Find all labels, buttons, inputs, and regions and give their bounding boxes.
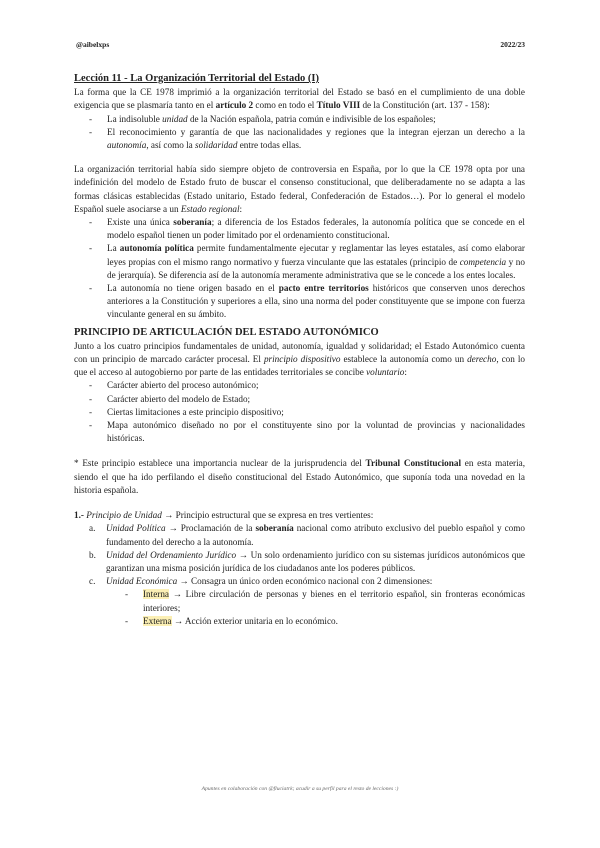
highlighted-term: Externa — [143, 615, 172, 626]
list-item: - Carácter abierto del proceso autonómico; — [107, 379, 525, 392]
intro-list — [74, 113, 525, 153]
document-body — [74, 72, 525, 628]
list-item: - Externa → Acción exterior unitaria en lo económico. — [143, 615, 525, 628]
list-item: - Ciertas limitaciones a este principio dispositivo; — [107, 406, 525, 419]
list-item: - La autonomía no tiene origen basado en el pacto entre territorios históricos que conserven unos derechos anteriores a la Constitución y superiores a ella, sino una norma del poder constituyente que se impone con fuerza vinculante general en su ámbito. — [107, 282, 525, 322]
section-heading: PRINCIPIO DE ARTICULACIÓN DEL ESTADO AUTONÓMICO — [74, 326, 379, 338]
list-item: b. Unidad del Ordenamiento Jurídico → Un solo ordenamiento jurídico con su sistemas jurídicos autonómicos que garantizan una misma posición jurídica de los ciudadanos ante los poderes públicos. — [89, 549, 525, 573]
unity-dimensions-list — [74, 522, 525, 628]
list-item: a. Unidad Política → Proclamación de la soberanía nacional como atributo exclusivo del pueblo español y como fundamento del derecho a la autonomía. — [89, 523, 525, 547]
author-handle: @aibelxps — [76, 40, 110, 49]
list-item: - Interna → Libre circulación de personas y bienes en el territorio español, sin fronteras económicas interiores; — [143, 588, 525, 614]
intro-paragraph: La forma que la CE 1978 imprimió a la organización territorial del Estado se basó en el cumplimiento de una doble exigencia que se plasmaría tanto en el artículo 2 como en todo el Título VIII de la Constitución (art. 137 - 158): — [74, 87, 525, 111]
list-item: - Mapa autonómico diseñado no por el constituyente sino por la voluntad de provincias y nacionalidades históricas. — [107, 419, 525, 445]
lesson-title: Lección 11 - La Organización Territorial del Estado (I) — [74, 73, 319, 84]
list-item: - Carácter abierto del modelo de Estado; — [107, 393, 525, 406]
academic-year: 2022/23 — [500, 40, 525, 49]
economic-dimensions-list — [106, 588, 525, 628]
territorial-paragraph: La organización territorial había sido siempre objeto de controversia en España, por lo que la CE 1978 opta por una indefinición del modelo de Estado fruto de buscar el consenso constitucional, que deliberadamente no se adapta a las formas clásicas establecidas (Estado unitario, Estado federal, Confederación de Estados…). Por lo general el modelo Español suele asociarse a un Estado regional: — [74, 164, 525, 214]
list-item: - Existe una única soberanía; a diferencia de los Estados federales, la autonomía política que se concede en el modelo español tienen un poder limitado por el ordenamiento constitucional. — [107, 216, 525, 242]
page-footer: Apuntes en colaboración con @fluciatrk; acudir a su perfil para el resto de lecciones :) — [201, 786, 399, 792]
unity-principle-item: 1.- Principio de Unidad → Principio estructural que se expresa en tres vertientes: — [74, 510, 374, 521]
highlighted-term: Interna — [143, 589, 170, 600]
constitutional-court-note: * Este principio establece una importancia nuclear de la jurisprudencia del Tribunal Constitucional en esta materia, siendo el que ha ido perfilando el diseño constitucional del Estado Autonómico, que suponía toda una novedad en la historia española. — [74, 458, 526, 495]
list-item: - La autonomía política permite fundamentalmente ejecutar y reglamentar las leyes estatales, así como elaborar leyes propias con el mismo rango normativo y fuerza vinculante que las estatales (principio de competencia y no de jerarquía). Se diferencia así de la autonomía meramente administrativa que se le concede a los entes locales. — [107, 242, 525, 282]
dispositive-paragraph: Junto a los cuatro principios fundamentales de unidad, autonomía, igualdad y solidaridad; el Estado Autonómico cuenta con un principio de marcado carácter procesal. El principio dispositivo establece la autonomía como un derecho, con lo que el acceso al autogobierno por parte de las entidades territoriales se concibe voluntario: — [74, 340, 525, 378]
list-item: - La indisoluble unidad de la Nación española, patria común e indivisible de los españoles; — [107, 113, 525, 126]
regional-state-list — [74, 216, 525, 322]
list-item: - El reconocimiento y garantía de que las nacionalidades y regiones que la integran ejerzan un derecho a la autonomía, así como la solidaridad entre todas ellas. — [107, 126, 525, 152]
dispositive-list — [74, 379, 525, 445]
list-item: c. Unidad Económica → Consagra un único orden económico nacional con 2 dimensiones: - Interna → Libre circulación de personas y bienes en el territorio español, sin fronteras económicas interiores; - Externa → Acción exterior unitaria en lo económico. — [106, 575, 525, 628]
